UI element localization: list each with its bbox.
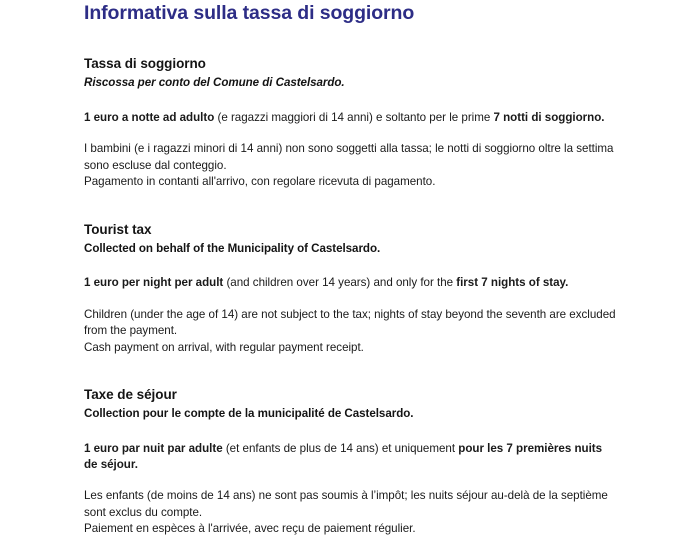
run-plain: Les enfants (de moins de 14 ans) ne sont pas soumis à l’impôt; les nuits séjour au-delà de la septième sont exclus du compte. <box>84 489 608 519</box>
run-bold: 1 euro par nuit par adulte <box>84 441 223 455</box>
run-bold: pour les 7 premières nuits de séjour. <box>84 441 603 472</box>
paragraph-italian-rate <box>84 110 616 126</box>
section-heading-english: Tourist tax <box>84 221 152 237</box>
section-subtitle-english: Collected on behalf of the Municipality of Castelsardo. <box>84 241 381 255</box>
run-plain: (e ragazzi maggiori di 14 anni) e soltanto per le prime <box>214 110 494 124</box>
section-french <box>84 387 616 538</box>
run-plain: Cash payment on arrival, with regular payment receipt. <box>84 340 364 354</box>
run-plain: (and children over 14 years) and only for the <box>223 276 457 290</box>
paragraph-english-exemptions <box>84 307 616 340</box>
run-plain: (et enfants de plus de 14 ans) et uniquement <box>222 441 459 455</box>
spacer <box>84 422 616 441</box>
section-english <box>84 222 616 356</box>
run-bold: 1 euro per night per adult <box>84 276 224 290</box>
spacer <box>84 292 616 307</box>
page-title: Informativa sulla tassa di soggiorno <box>84 2 415 24</box>
spacer <box>84 126 616 141</box>
paragraph-english-rate <box>84 275 616 291</box>
run-plain: Children (under the age of 14) are not subject to the tax; nights of stay beyond the seventh are excluded from the payment. <box>84 307 616 338</box>
section-spacer <box>84 356 616 387</box>
run-bold: 1 euro a notte ad adulto <box>84 110 215 124</box>
paragraph-english-payment <box>84 340 616 356</box>
paragraph-french-exemptions <box>84 488 616 521</box>
paragraph-italian-exemptions <box>84 141 616 174</box>
title-spacer <box>84 25 616 56</box>
run-plain: I bambini (e i ragazzi minori di 14 anni) non sono soggetti alla tassa; le notti di soggiorno oltre la settima sono escluse dal conteggio. <box>84 142 614 172</box>
section-spacer <box>84 191 616 222</box>
section-italian <box>84 56 616 190</box>
spacer <box>84 256 616 275</box>
section-subtitle-french: Collection pour le compte de la municipalité de Castelsardo. <box>84 406 414 420</box>
section-heading-french: Taxe de séjour <box>84 387 177 403</box>
paragraph-french-rate <box>84 441 616 474</box>
run-bold: 7 notti di soggiorno. <box>493 110 605 124</box>
section-heading-italian: Tassa di soggiorno <box>84 56 206 72</box>
spacer <box>84 91 616 110</box>
paragraph-french-payment <box>84 521 616 537</box>
paragraph-italian-payment <box>84 174 616 190</box>
run-bold: first 7 nights of stay. <box>456 276 569 290</box>
section-subtitle-italian: Riscossa per conto del Comune di Castelsardo. <box>84 76 345 90</box>
spacer <box>84 473 616 488</box>
run-plain: Pagamento in contanti all'arrivo, con regolare ricevuta di pagamento. <box>84 175 436 189</box>
run-plain: Paiement en espèces à l'arrivée, avec reçu de paiement régulier. <box>84 522 416 536</box>
